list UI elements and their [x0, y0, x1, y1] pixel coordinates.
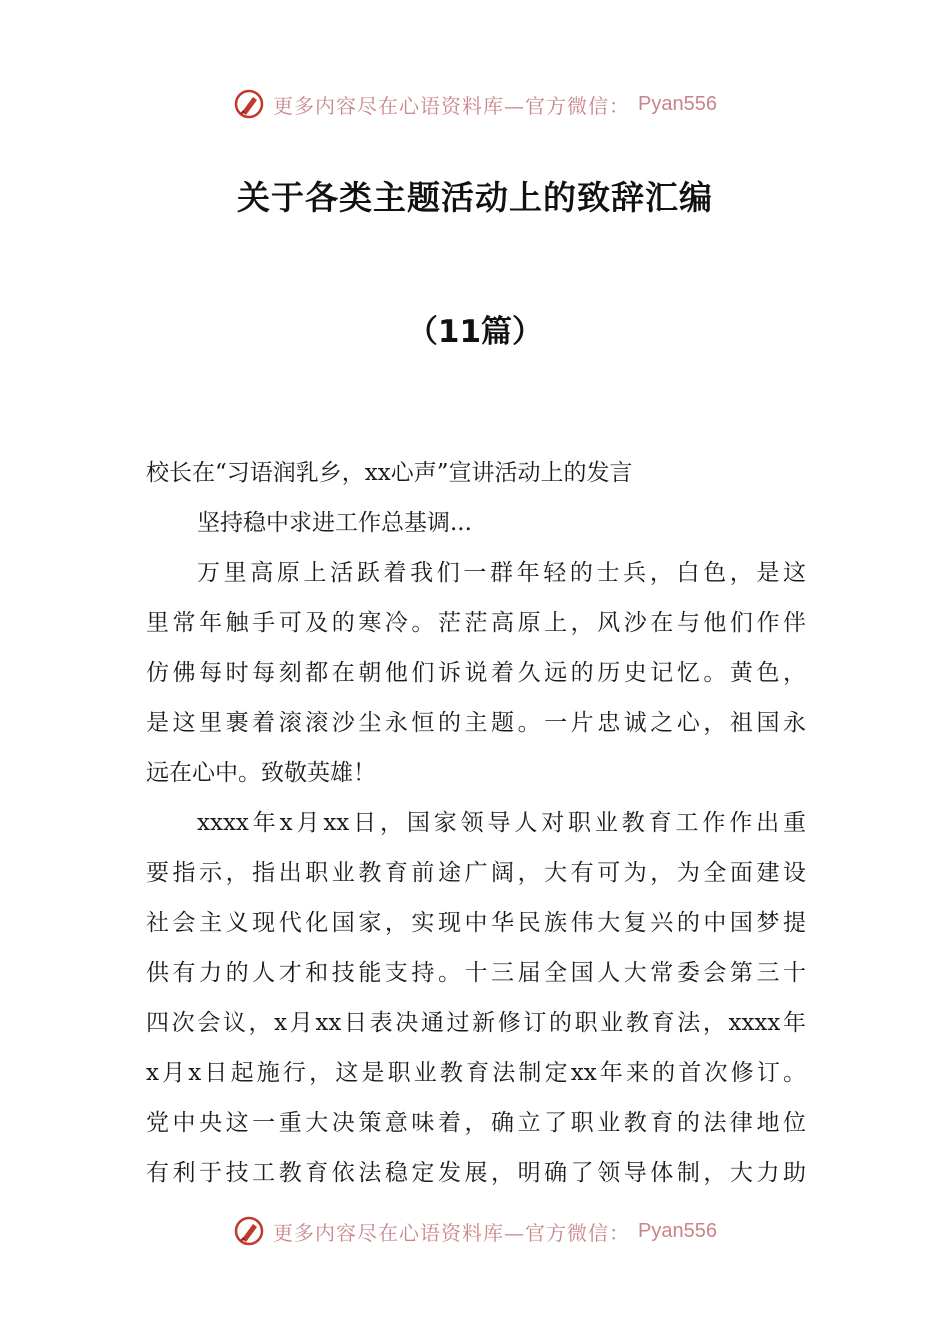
paragraph-line: 供有力的人才和技能支持。十三届全国人大常委会第三十: [146, 960, 806, 986]
footer-banner: [0, 1211, 950, 1251]
paragraph-line: x月x日起施行，这是职业教育法制定xx年来的首次修订。: [146, 1060, 806, 1086]
pen-nib-logo-icon: [233, 1215, 265, 1247]
paragraph-line: 是这里裹着滚滚沙尘永恒的主题。一片忠诚之心，祖国永: [146, 710, 806, 736]
wechat-id: Pyan556: [638, 1219, 717, 1242]
toc-item: 校长在“习语润乳乡，xx心声”宣讲活动上的发言: [146, 460, 633, 486]
paragraph-line: 四次会议，x月xx日表决通过新修订的职业教育法，xxxx年: [146, 1010, 806, 1036]
document-title: 关于各类主题活动上的致辞汇编: [237, 178, 713, 217]
wechat-id: Pyan556: [638, 92, 717, 115]
section-heading: 坚持稳中求进工作总基调...: [197, 510, 472, 536]
paragraph-line: 万里高原上活跃着我们一群年轻的士兵，白色，是这: [197, 560, 806, 586]
paragraph-line: 仿佛每时每刻都在朝他们诉说着久远的历史记忆。黄色，: [146, 660, 806, 686]
paragraph-line: 要指示，指出职业教育前途广阔，大有可为，为全面建设: [146, 860, 806, 886]
banner-text: 更多内容尽在心语资料库—官方微信：: [273, 1220, 631, 1245]
paragraph-line: 有利于技工教育依法稳定发展，明确了领导体制，大力助: [146, 1160, 806, 1186]
paragraph-line: 党中央这一重大决策意味着，确立了职业教育的法律地位: [146, 1110, 806, 1136]
paragraph-line: xxxx年x月xx日，国家领导人对职业教育工作作出重: [197, 810, 806, 836]
header-banner: [0, 84, 950, 124]
paragraph-line: 远在心中。致敬英雄！: [146, 760, 376, 786]
paragraph-line: 里常年触手可及的寒冷。茫茫高原上，风沙在与他们作伴: [146, 610, 806, 636]
banner-text: 更多内容尽在心语资料库—官方微信：: [273, 93, 631, 118]
document-subtitle: （11篇）: [406, 314, 544, 350]
pen-nib-logo-icon: [233, 88, 265, 120]
document-body: [146, 448, 806, 1198]
paragraph-line: 社会主义现代化国家，实现中华民族伟大复兴的中国梦提: [146, 910, 806, 936]
